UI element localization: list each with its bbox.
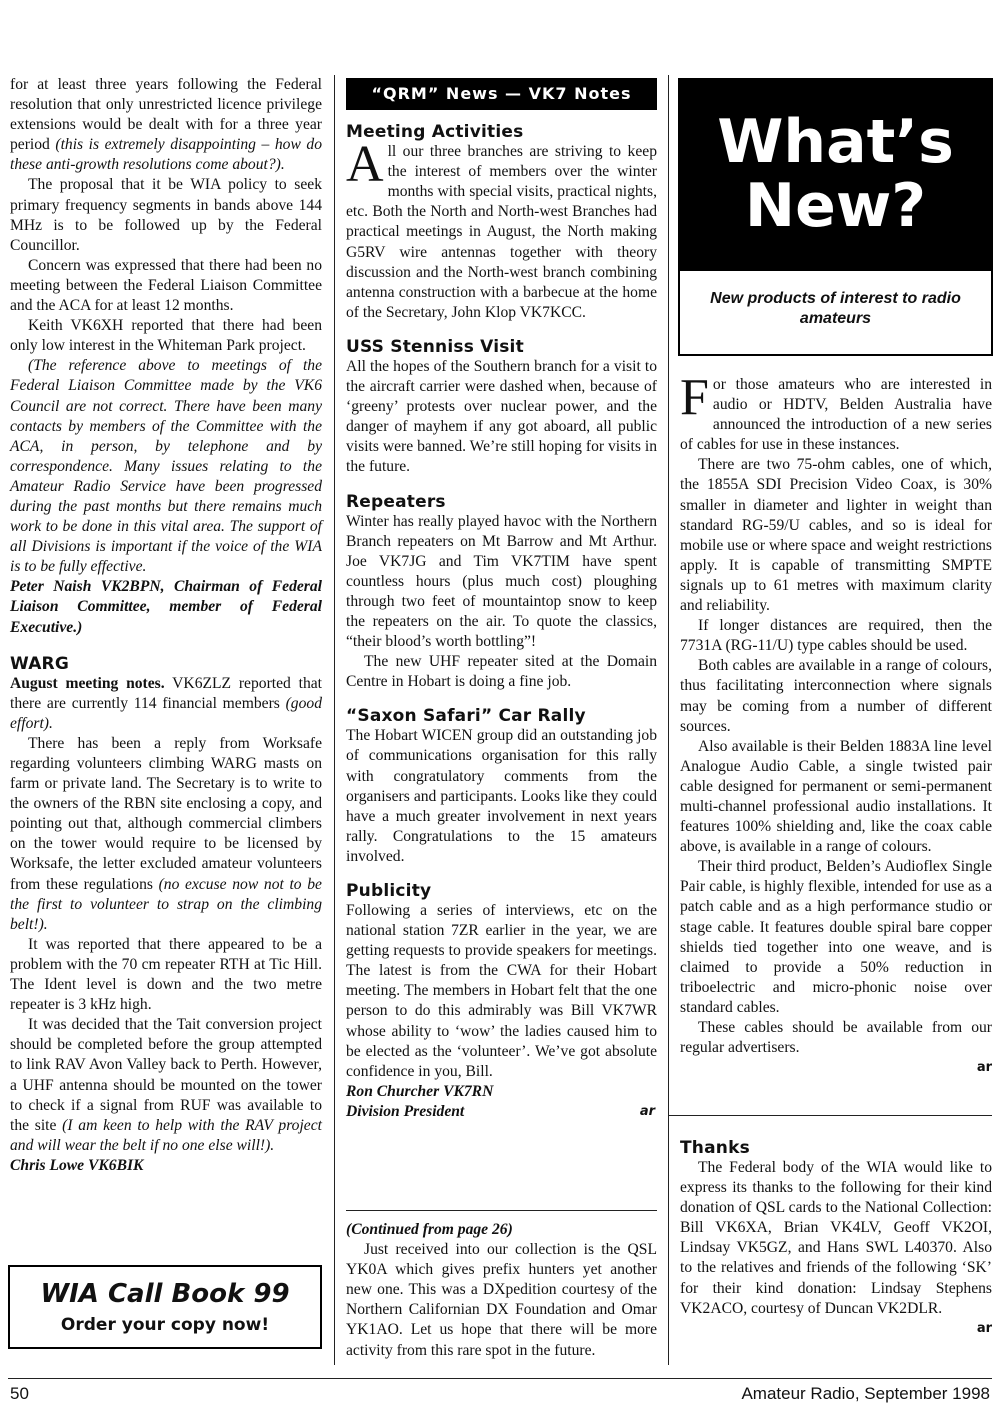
publicity-heading: Publicity xyxy=(346,881,432,901)
saxon-heading: “Saxon Safari” Car Rally xyxy=(346,706,586,727)
col1-paragraph: for at least three years following the Federal resolution that only unrestricted licence privilege extensions would be dealt with for a three year period (this is extremely disappointing – how do these anti-growth resolutions come about?). xyxy=(10,76,322,174)
callbook-subtitle: Order your copy now! xyxy=(60,1315,270,1335)
repeaters-heading: Repeaters xyxy=(346,491,446,512)
publicity-paragraph: Following a series of interviews, etc on the national station 7ZR earlier in the year, we are getting requests to provide speakers for meetings. The latest is from the CWA for their Hobart meeting. The members in Hobart felt that the one person to do this admirably was Bill VK7WR whose ability to ‘wow’ the ladies caused him to be elected as the ‘volunteer’. We’ve got absolute confidence in you, Bill. xyxy=(346,902,657,1080)
whats-new-subtitle: New products of interest to radio amateurs xyxy=(710,290,961,327)
warg-paragraph: August meeting notes. VK6ZLZ reported that there are currently 114 financial members (good effort). xyxy=(10,674,322,732)
vk7-signature-title: Division President ar xyxy=(346,1102,657,1122)
vk7-signature-name: Ron Churcher VK7RN xyxy=(346,1082,494,1100)
callbook-ad xyxy=(8,1265,322,1349)
publication-title: Amateur Radio, September 1998 xyxy=(741,1384,990,1403)
drop-cap: A xyxy=(346,136,384,194)
ar-mark: ar xyxy=(976,1320,992,1336)
ar-mark: ar xyxy=(976,1060,992,1076)
column-3 xyxy=(680,369,992,1078)
col1-editor-note: (The reference above to meetings of the Federal Liaison Committee made by the VK6 Council are not correct. There have been many contacts by members of the Committee with the ACA, in person, by telephone and by correspondence. Many issues relating to the Amateur Radio Service have been progressed during the past months but there remains much work to be done in this vital area. The support of all Divisions is important if the voice of the WIA is to be fully effective. Peter Naish VK2BPN, Chairman of Federal Liaison Committee, member of Federal Executive.) xyxy=(10,357,322,636)
saxon-paragraph: The Hobart WICEN group did an outstanding job of communications organisation for this rally with congratulatory comments from the organisers and participants. Looks like they could have a much greater involvement in next years rally. Congratulations to the 15 amateurs involved. xyxy=(346,727,657,865)
col3-paragraph: For those amateurs who are interested in audio or HDTV, Belden Australia have announced the introduction of a new series of cables for use in these instances. xyxy=(680,369,992,454)
continued-paragraph: Just received into our collection is the QSL YK0A which gives prefix hunters yet another new one. This was a DXpedition courtesy of the Northern Californian DX Foundation and Omar YK1AO. Let us hope that there will be more activity from this rare spot in the future. xyxy=(346,1241,657,1359)
col3-paragraph: There are two 75-ohm cables, one of which, the 1855A SDI Precision Video Coax, is 30% smaller in diameter and lighter in weight than standard RG-59/U cables, and so is ideal for mobile use or where space and weight restrictions apply. It is capable of transmitting SMPTE signals up to 61 metres with maximum clarity and reliability. xyxy=(680,456,992,615)
col1-paragraph: Concern was expressed that there had been no meeting between the Federal Liaison Committee and the ACA for at least 12 months. xyxy=(10,256,322,315)
col3-paragraph: Also available is their Belden 1883A line level Analogue Audio Cable, a single twisted pair cable designed for permanent or semi-permanent multi-channel professional audio installations. It features 100% shielding and, like the coax cable above, is available in a range of colours. xyxy=(680,737,992,856)
warg-paragraph: It was reported that there appeared to be a problem with the 70 cm repeater RTH at Tic Hill. The Ident level is down and the two metre repeater is 3 kHz high. xyxy=(10,935,322,1014)
qrm-news-banner: “QRM” News — VK7 Notes xyxy=(346,78,657,110)
continued-heading: (Continued from page 26) xyxy=(346,1221,513,1238)
warg-paragraph: There has been a reply from Worksafe regarding volunteers climbing WARG masts on farm or private land. The Secretary is to write to the owners of the RBN site enclosing a copy, and pointing out that, although commercial climbers on the tower would require to be licensed by Worksafe, the letter excluded amateur volunteers from these regulations (no excuse now not to be the first to volunteer to strap on the climbing belt!). xyxy=(10,734,322,933)
thanks-paragraph: The Federal body of the WIA would like to express its thanks to the following for their kind donation of QSL cards to the National Collection: Bill VK6XA, Brian VK4LV, Geoff VK2OI, Lindsay VK5GZ, and Hans SWL L40370. Also to the relatives and friends of the following ‘SK’ for their kind donation: Lindsay Stephens VK2ACO, courtesy of Duncan VK2DLR. xyxy=(680,1159,992,1317)
page-number: 50 xyxy=(10,1384,29,1403)
col3-paragraph: These cables should be available from our regular advertisers. xyxy=(680,1019,992,1057)
col1-paragraph: Keith VK6XH reported that there had been only low interest in the Whiteman Park project. xyxy=(10,317,322,355)
continued-box xyxy=(346,1220,657,1361)
repeaters-paragraph: The new UHF repeater sited at the Domain Centre in Hobart is doing a fine job. xyxy=(346,653,657,691)
uss-paragraph: All the hopes of the Southern branch for a visit to the aircraft carrier were dashed when, because of ‘greeny’ protests over nuclear power, and the danger of mayhem if any got aboard, all public visits were banned. We’re still hoping for visits in the future. xyxy=(346,357,657,476)
section-divider xyxy=(346,1210,657,1211)
footer-rule xyxy=(8,1378,992,1379)
whats-new-box xyxy=(678,78,993,356)
column-1 xyxy=(10,75,322,1176)
column-divider xyxy=(334,75,335,1365)
meeting-paragraph: All our three branches are striving to keep the interest of members over the winter months with special visits, practical nights, etc. Both the North and North-west Branches had practical meetings in August, the North making G5RV wire antennas together with theory discussion and the North-west branch combining antenna construction with a barbecue at the home of the Secretary, John Klop VK7KCC. xyxy=(346,136,657,321)
uss-heading: USS Stenniss Visit xyxy=(346,336,524,357)
column-2 xyxy=(346,78,657,1122)
ar-mark: ar xyxy=(639,1103,655,1119)
meeting-heading: Meeting Activities xyxy=(346,122,524,143)
callbook-title: WIA Call Book 99 xyxy=(40,1279,290,1309)
col3-paragraph: Their third product, Belden’s Audioflex Single Pair cable, is highly flexible, intended for use as a patch cable and as a high performance studio or stage cable. It features double spiral bare copper shields tied together into one weave, and is claimed to provide a 50% reduction in triboelectric and micro-phonic noise over standard cables. xyxy=(680,858,992,1016)
column-divider xyxy=(668,75,669,1365)
warg-heading: WARG xyxy=(10,653,69,674)
whats-new-title: What’s New? xyxy=(680,80,991,271)
col3-paragraph: If longer distances are required, then the 7731A (RG-11/U) type cables should be used. xyxy=(680,617,992,655)
thanks-heading: Thanks xyxy=(680,1138,750,1158)
thanks-section xyxy=(680,1138,992,1339)
repeaters-paragraph: Winter has really played havoc with the Northern Branch repeaters on Mt Barrow and Mt Arthur. Joe VK7JG and Tim VK7TIM have spent countless hours (plus much cost) ploughing through two feet of mountaintop snow to keep the repeaters on the air. To quote the classics, “their blood’s worth bottling”! xyxy=(346,512,657,651)
warg-signature: Chris Lowe VK6BIK xyxy=(10,1156,144,1174)
drop-cap: F xyxy=(680,369,709,426)
warg-paragraph: It was decided that the Tait conversion project should be completed before the group attempted to link RAV Avon Valley back to Perth. However, a UHF antenna should be mounted on the tower to check if a signal from RUF was available to the site (I am keen to help with the RAV project and will wear the belt if no one else will!). xyxy=(10,1016,322,1154)
col3-paragraph: Both cables are available in a range of colours, thus facilitating interconnection where signals may be coming from a number of different sources. xyxy=(680,657,992,735)
section-divider xyxy=(668,1115,992,1116)
col1-paragraph: The proposal that it be WIA policy to seek primary frequency segments in bands above 144 MHz is to be followed up by the Federal Councillor. xyxy=(10,176,322,254)
